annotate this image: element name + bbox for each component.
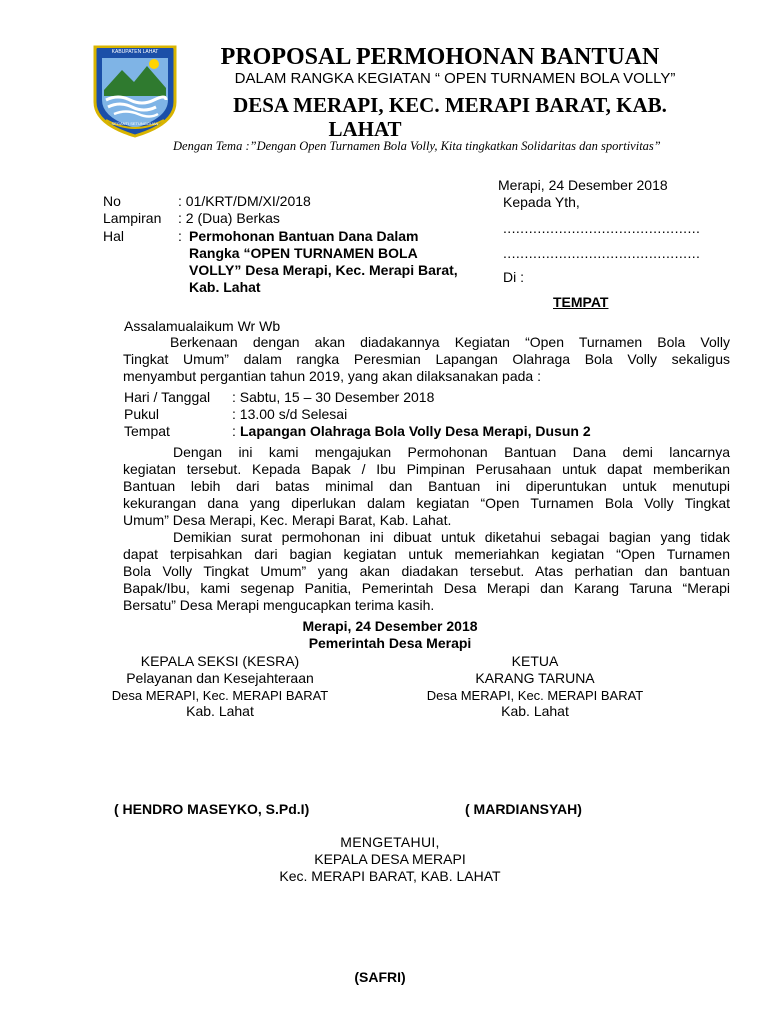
location-line-1: DESA MERAPI, KEC. MERAPI BARAT, KAB.	[233, 93, 667, 117]
signature-org: Pemerintah Desa Merapi	[308, 635, 472, 651]
recipient-dots-2: ..............................................	[503, 245, 701, 261]
hal-line-3: VOLLY” Desa Merapi, Kec. Merapi Barat,	[189, 262, 458, 278]
no-label: No	[103, 193, 121, 209]
kades-name: (SAFRI)	[354, 969, 406, 985]
right-signer-name: ( MARDIANSYAH)	[465, 801, 582, 817]
pukul-label: Pukul	[124, 406, 160, 422]
logo-top-text: KABUPATEN LAHAT	[111, 49, 159, 55]
paragraph-3-line-4: Bapak/Ibu, kami segenap Panitia, Pemerintah Desa Merapi dan Karang Taruna “Merapi	[123, 580, 730, 596]
left-signer-title: KEPALA SEKSI (KESRA)	[140, 653, 300, 669]
hal-label: Hal	[103, 228, 125, 244]
letter-date: Merapi, 24 Desember 2018	[498, 177, 668, 193]
logo-bottom-text: SEGANTI SETUNGGUAN	[111, 121, 159, 126]
lampiran-value: : 2 (Dua) Berkas	[178, 210, 280, 226]
paragraph-2-line-5: Umum” Desa Merapi, Kec. Merapi Barat, Kab. Lahat.	[123, 512, 452, 528]
paragraph-2-line-1: Dengan ini kami mengajukan Permohonan Bantuan Dana demi lancarnya	[173, 444, 730, 460]
paragraph-2-line-2: kegiatan tersebut. Kepada Bapak / Ibu Pimpinan Perusahaan untuk dapat memberikan	[123, 461, 730, 477]
left-signer-name: ( HENDRO MASEYKO, S.Pd.I)	[114, 801, 310, 817]
paragraph-3-line-1: Demikian surat permohonan ini dibuat untuk diketahui sebagai bagian yang tidak	[173, 529, 730, 545]
recipient-dots-1: ..............................................	[503, 220, 701, 236]
paragraph-3-line-2: dapat terpisahkan dari bagian kegiatan untuk memeriahkan kegiatan “Open Turnamen	[123, 546, 730, 562]
document-subtitle: DALAM RANGKA KEGIATAN “ OPEN TURNAMEN BOLA VOLLY”	[234, 70, 676, 87]
lampiran-label: Lampiran	[103, 210, 162, 226]
hari-label: Hari / Tanggal	[124, 389, 211, 405]
left-signer-sub: Pelayanan dan Kesejahteraan	[126, 670, 314, 686]
tempat-value: Lapangan Olahraga Bola Volly Desa Merapi, Dusun 2	[240, 423, 591, 439]
right-signer-sub: KARANG TARUNA	[475, 670, 595, 686]
kades-title: KEPALA DESA MERAPI	[314, 851, 466, 867]
signature-date: Merapi, 24 Desember 2018	[302, 618, 478, 634]
hal-line-1: Permohonan Bantuan Dana Dalam	[189, 228, 419, 244]
tempat-heading: TEMPAT	[553, 294, 609, 310]
paragraph-1-line-1: Berkenaan dengan akan diadakannya Kegiatan “Open Turnamen Bola Volly	[170, 334, 730, 350]
location-line-2: LAHAT	[328, 117, 402, 141]
paragraph-1-line-2: Tingkat Umum” dalam rangka Peresmian Lapangan Olahraga Bola Volly sekaligus	[123, 351, 730, 367]
tempat-label: Tempat	[124, 423, 170, 439]
hal-colon: :	[178, 228, 182, 244]
hal-line-2: Rangka “OPEN TURNAMEN BOLA	[189, 245, 418, 261]
di-label: Di :	[503, 269, 524, 285]
right-signer-title: KETUA	[511, 653, 559, 669]
right-signer-location: Desa MERAPI, Kec. MERAPI BARAT	[426, 688, 644, 703]
paragraph-2-line-4: kekurangan dana yang diperlukan dalam kegiatan “Open Turnamen Bola Volly Tingkat	[123, 495, 730, 511]
paragraph-3-line-3: Bola Volly Tingkat Umum” yang akan diadakan tersebut. Atas perhatian dan bantuan	[123, 563, 730, 579]
theme-line: Dengan Tema :”Dengan Open Turnamen Bola Volly, Kita tingkatkan Solidaritas dan sportivitas”	[173, 139, 661, 153]
right-signer-kab: Kab. Lahat	[501, 703, 569, 719]
paragraph-3-line-5: Bersatu” Desa Merapi mengucapkan terima kasih.	[123, 597, 435, 613]
hal-line-4: Kab. Lahat	[189, 279, 261, 295]
document-title: PROPOSAL PERMOHONAN BANTUAN	[220, 44, 660, 70]
pukul-value: : 13.00 s/d Selesai	[232, 406, 348, 422]
paragraph-2-line-3: Bantuan lebih dari batas minimal dan Bantuan ini diperuntukan untuk menutupi	[123, 478, 730, 494]
no-value: : 01/KRT/DM/XI/2018	[178, 193, 311, 209]
paragraph-1-line-3: menyambut pergantian tahun 2019, yang akan dilaksanakan pada :	[123, 368, 541, 384]
left-signer-location: Desa MERAPI, Kec. MERAPI BARAT	[111, 688, 329, 703]
mengetahui-label: MENGETAHUI,	[340, 834, 440, 850]
kades-location: Kec. MERAPI BARAT, KAB. LAHAT	[279, 868, 501, 884]
hari-value: : Sabtu, 15 – 30 Desember 2018	[232, 389, 435, 405]
salutation: Assalamualaikum Wr Wb	[124, 318, 281, 334]
kepada-yth: Kepada Yth,	[503, 194, 580, 210]
left-signer-kab: Kab. Lahat	[186, 703, 254, 719]
tempat-colon: :	[232, 423, 236, 439]
